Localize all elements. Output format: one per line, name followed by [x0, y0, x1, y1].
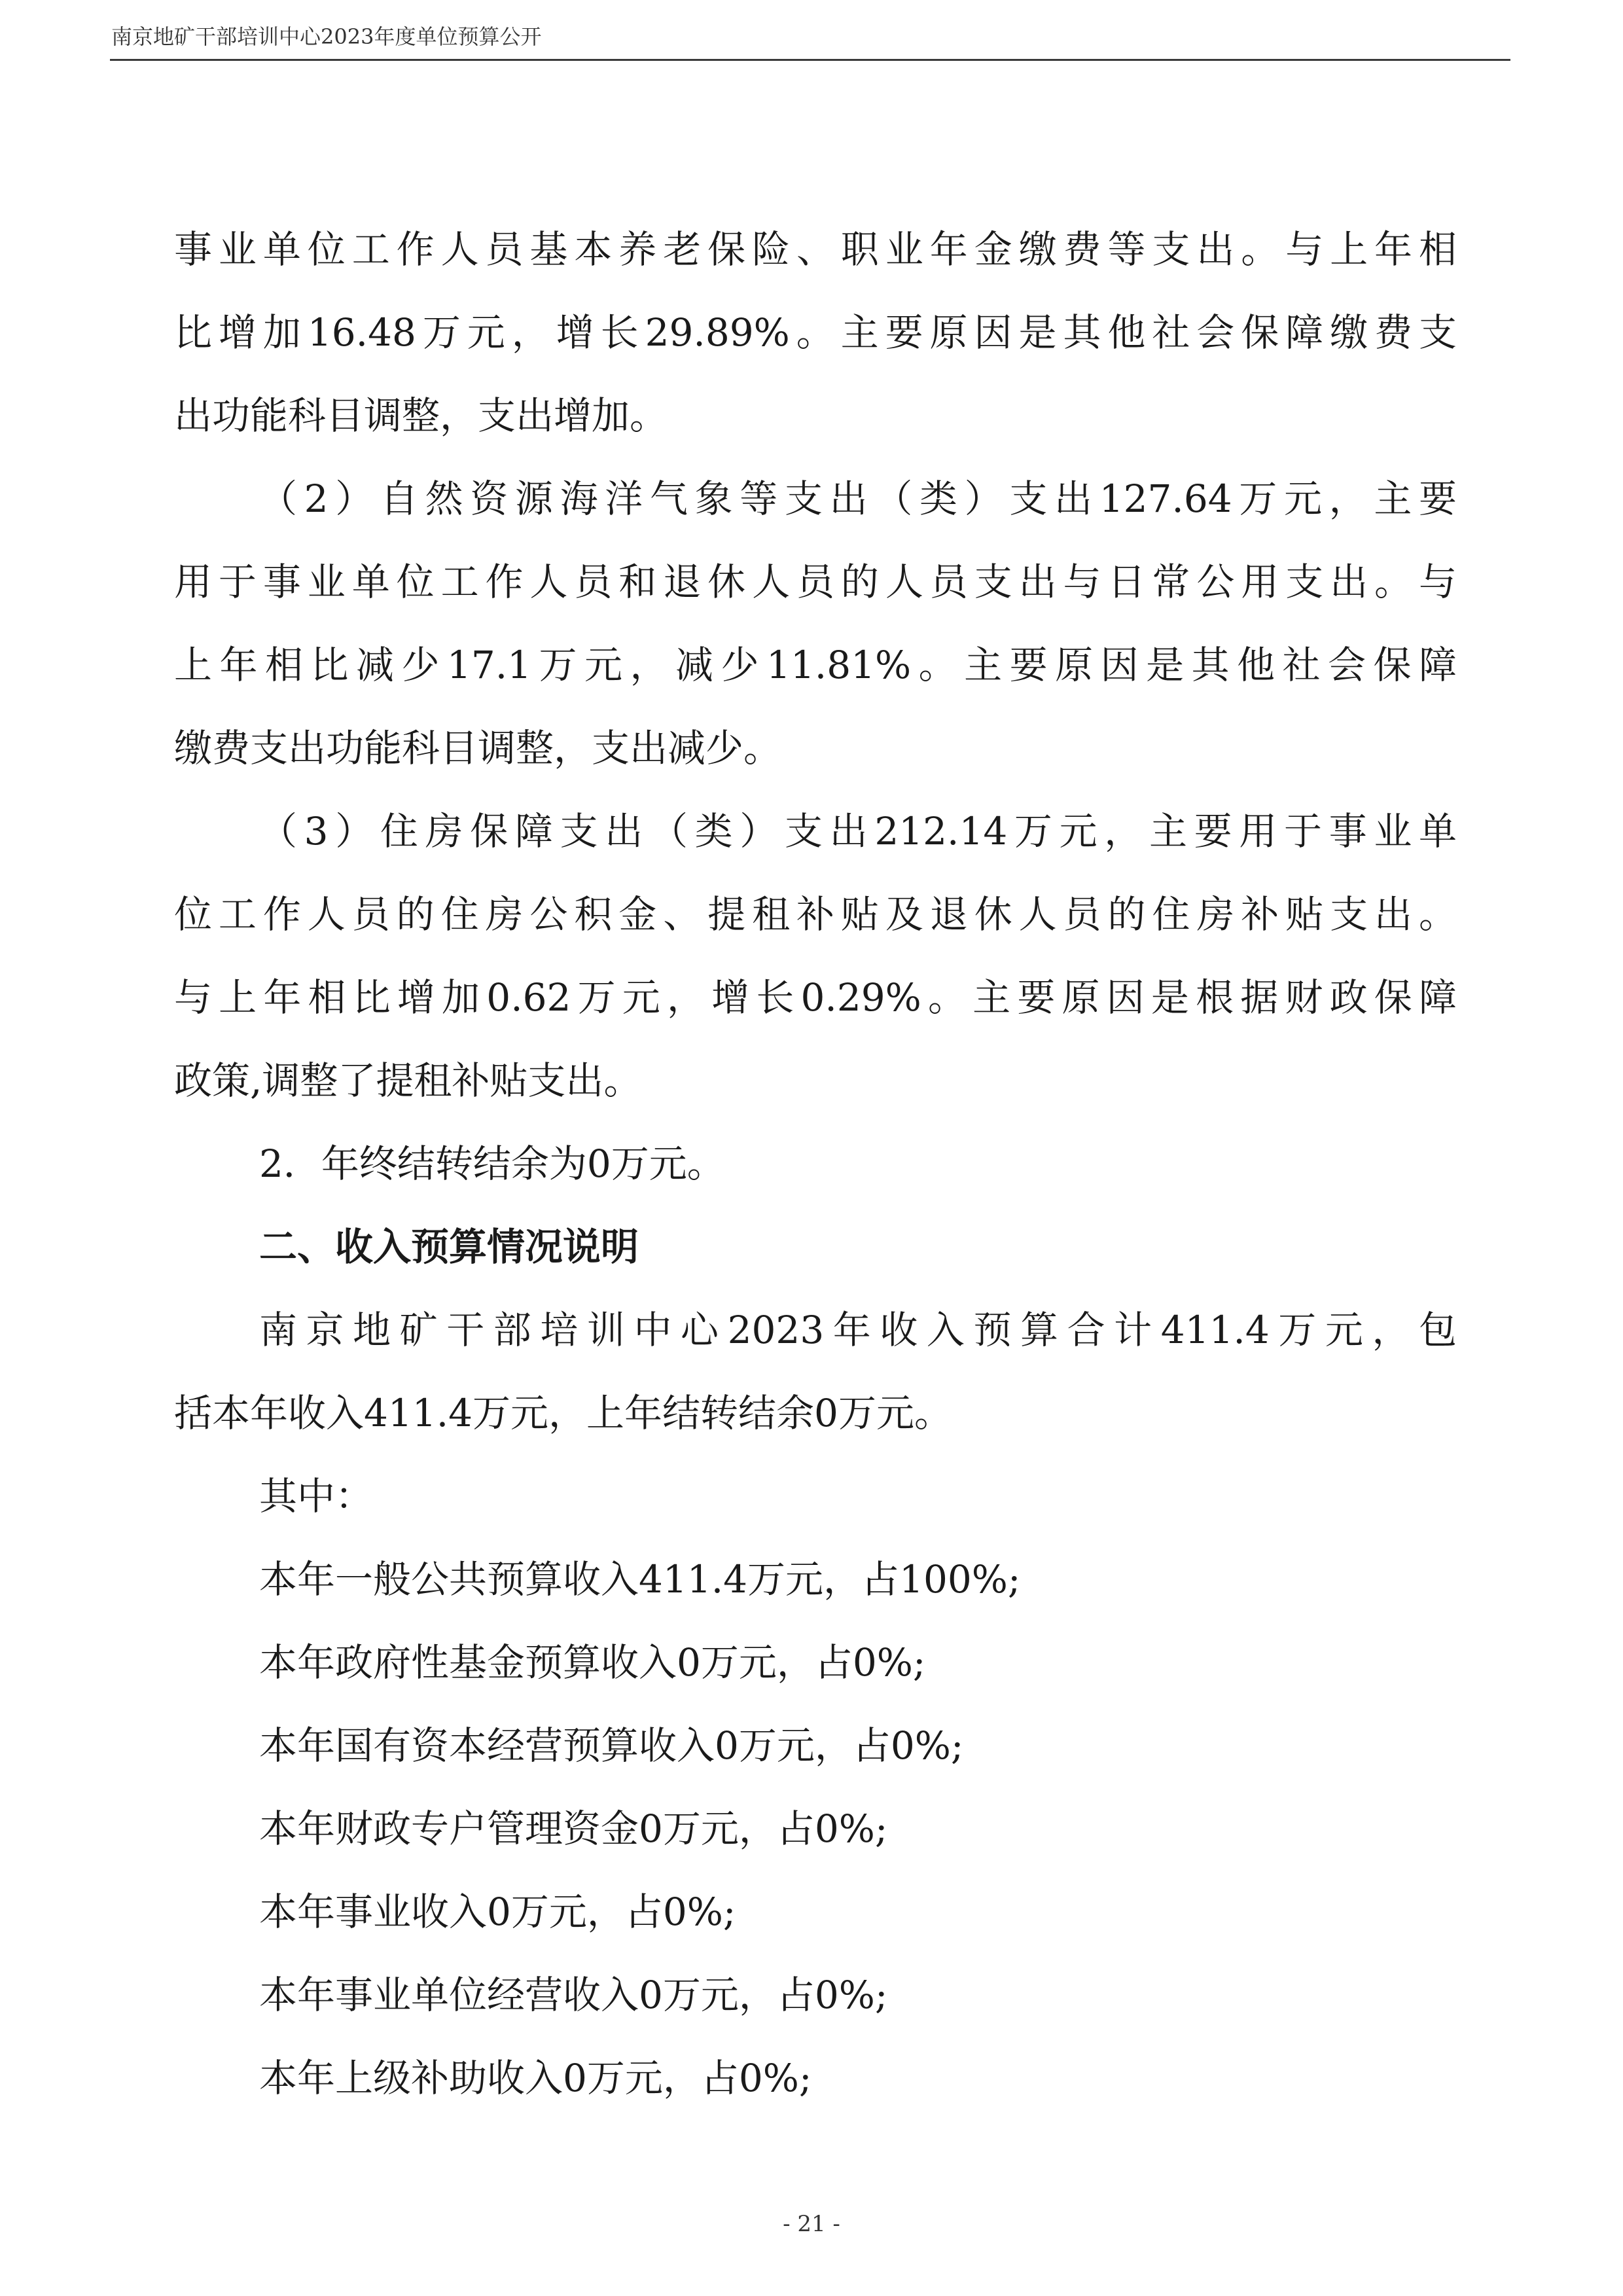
paragraph-line: （2）自然资源海洋气象等支出（类）支出127.64万元，主要 [259, 476, 1457, 521]
paragraph-line: 出功能科目调整，支出增加。 [174, 393, 668, 438]
list-item: 本年事业收入0万元，占0%; [259, 1890, 736, 1934]
list-item: 本年上级补助收入0万元，占0%; [259, 2056, 812, 2100]
paragraph-line: 用于事业单位工作人员和退休人员的人员支出与日常公用支出。与 [174, 560, 1457, 604]
paragraph-line: 南京地矿干部培训中心2023年收入预算合计411.4万元，包 [259, 1308, 1457, 1352]
paragraph-line: 与上年相比增加0.62万元，增长0.29%。主要原因是根据财政保障 [174, 975, 1457, 1020]
page-number: - 21 - [783, 2211, 840, 2237]
section-heading: 二、收入预算情况说明 [259, 1225, 639, 1269]
paragraph-line: 2．年终结转结余为0万元。 [259, 1141, 725, 1186]
paragraph-line: 其中： [259, 1474, 374, 1518]
list-item: 本年政府性基金预算收入0万元，占0%; [259, 1640, 926, 1685]
paragraph-line: 事业单位工作人员基本养老保险、职业年金缴费等支出。与上年相 [174, 227, 1457, 272]
body-text [174, 208, 1457, 2120]
paragraph-line: 上年相比减少17.1万元，减少11.81%。主要原因是其他社会保障 [174, 643, 1457, 687]
list-item: 本年国有资本经营预算收入0万元，占0%; [259, 1723, 964, 1768]
paragraph-line: 括本年收入411.4万元，上年结转结余0万元。 [174, 1391, 952, 1435]
list-item: 本年一般公共预算收入411.4万元，占100%; [259, 1557, 1021, 1602]
paragraph-line: 位工作人员的住房公积金、提租补贴及退休人员的住房补贴支出。 [174, 892, 1457, 937]
paragraph-line: 政策,调整了提租补贴支出。 [174, 1058, 642, 1103]
paragraph-line: 比增加16.48万元，增长29.89%。主要原因是其他社会保障缴费支 [174, 310, 1457, 355]
list-item: 本年财政专户管理资金0万元，占0%; [259, 1806, 888, 1851]
list-item: 本年事业单位经营收入0万元，占0%; [259, 1973, 888, 2017]
header-title: 南京地矿干部培训中心2023年度单位预算公开 [111, 24, 542, 49]
paragraph-line: （3）住房保障支出（类）支出212.14万元，主要用于事业单 [259, 809, 1457, 853]
page-header [110, 20, 1510, 61]
paragraph-line: 缴费支出功能科目调整，支出减少。 [174, 726, 782, 770]
